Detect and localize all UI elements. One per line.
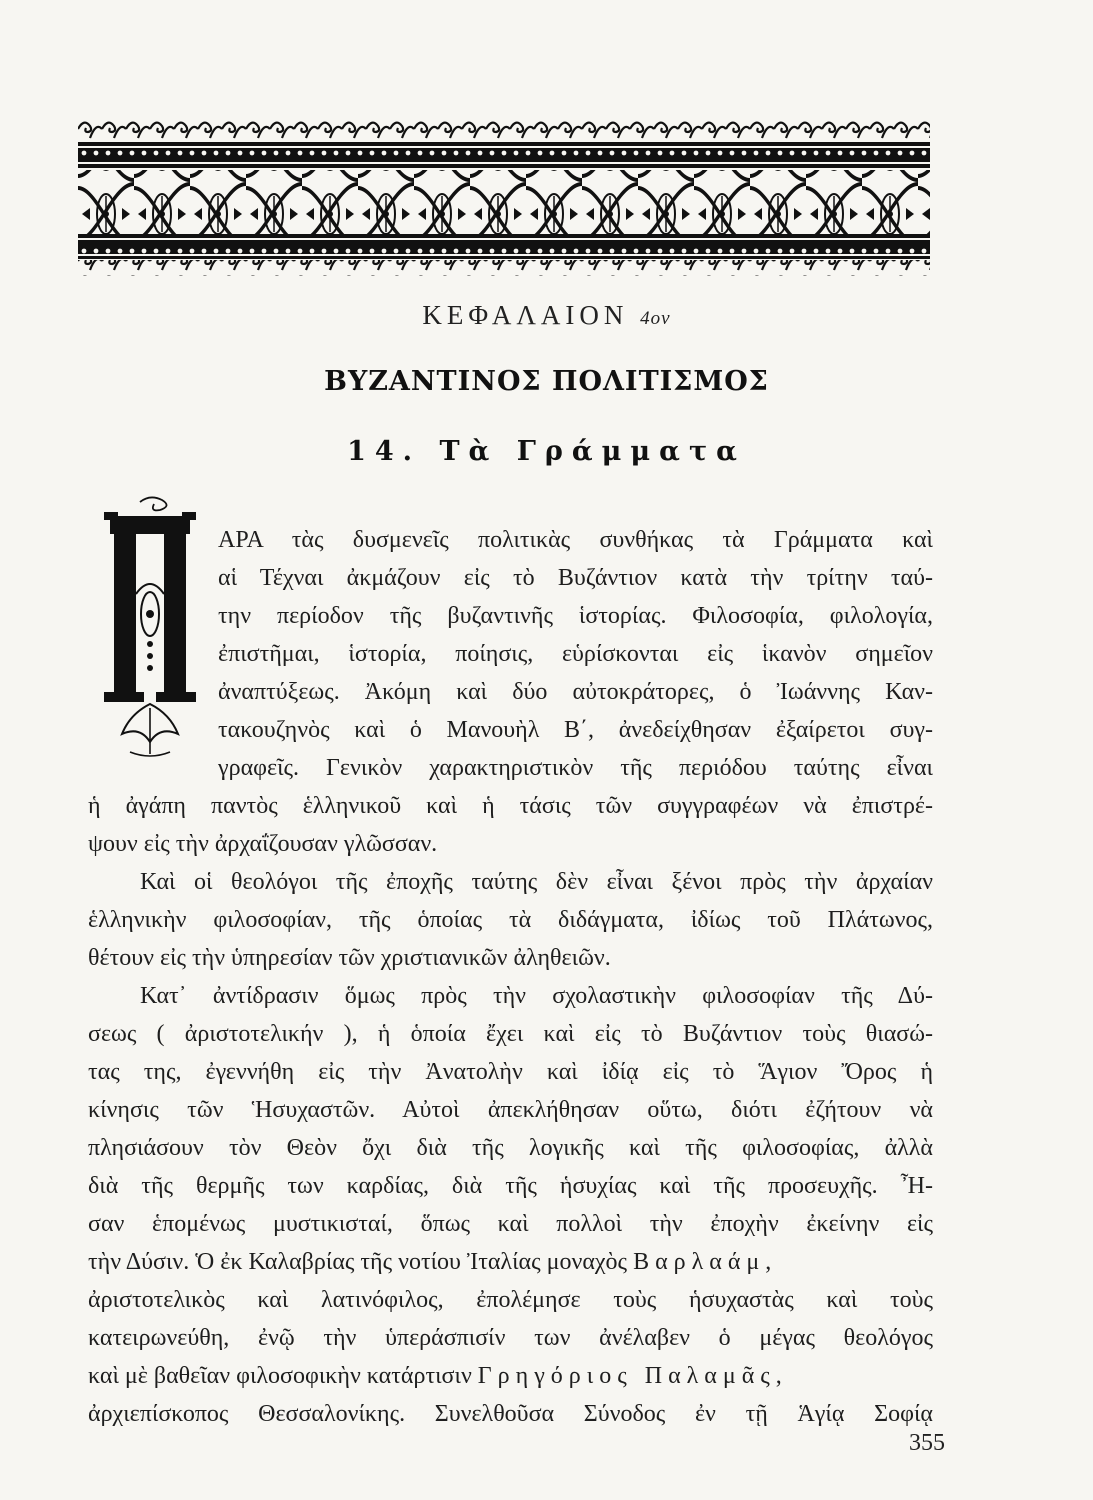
- text-line: την περίοδον τῆς βυζαντινῆς ἱστορίας. Φιλοσοφία, φιλολογία,: [218, 603, 933, 629]
- text-line: κίνησις τῶν Ἡσυχαστῶν. Αὐτοὶ ἀπεκλήθησαν οὕτω, διότι ἐζήτουν νὰ: [88, 1097, 933, 1123]
- dropcap-ornament: [100, 494, 200, 762]
- text-line: ἀρχιεπίσκοπος Θεσσαλονίκης. Συνελθοῦσα Σύνοδος ἐν τῇ Ἁγίᾳ Σοφίᾳ: [88, 1401, 933, 1427]
- text-line: γραφεῖς. Γενικὸν χαρακτηριστικὸν τῆς περιόδου ταύτης εἶναι: [218, 755, 933, 781]
- name-barlaam: Βαρλαάμ,: [633, 1249, 778, 1275]
- text-line: ἀριστοτελικὸς καὶ λατινόφιλος, ἐπολέμησε τοὺς ἡσυχαστὰς καὶ τοὺς: [88, 1287, 933, 1313]
- text-line: σεως ( ἀριστοτελικήν ), ἡ ὁποία ἔχει καὶ εἰς τὸ Βυζάντιον τοὺς θιασώ-: [88, 1021, 933, 1047]
- text-line: ἐπιστῆμαι, ἱστορία, ποίησις, εὑρίσκονται εἰς ἱκανὸν σημεῖον: [218, 641, 933, 667]
- text-line: [88, 1246, 933, 1278]
- text-line: ἀναπτύξεως. Ἀκόμη καὶ δύο αὐτοκράτορες, ὁ Ἰωάννης Καν-: [218, 679, 933, 705]
- name-gregorios: Γρηγόριος Παλαμᾶς,: [477, 1363, 788, 1389]
- text-line: σαν ἑπομένως μυστικισταί, ὅπως καὶ πολλοὶ τὴν ἐποχὴν ἐκείνην εἰς: [88, 1211, 933, 1237]
- text-line-part: καὶ μὲ βαθεῖαν φιλοσοφικὴν κατάρτισιν: [88, 1363, 472, 1389]
- text-line: ψουν εἰς τὴν ἀρχαΐζουσαν γλῶσσαν.: [88, 831, 438, 857]
- section-title: 14. Τὰ Γράμματα: [347, 436, 746, 467]
- text-line: αἱ Τέχναι ἀκμάζουν εἰς τὸ Βυζάντιον κατὰ τὴν τρίτην ταύ-: [218, 565, 933, 591]
- chapter-heading: [0, 300, 1093, 331]
- text-line: διὰ τῆς θερμῆς των καρδίας, διὰ τῆς ἡσυχίας καὶ τῆς προσευχῆς. Ἦ-: [88, 1173, 933, 1199]
- text-line: τακουζηνὸς καὶ ὁ Μανουὴλ Β΄, ἀνεδείχθησαν ἐξαίρετοι συγ-: [218, 717, 933, 743]
- chapter-number: 4ον: [640, 308, 671, 329]
- text-line: Καὶ οἱ θεολόγοι τῆς ἐποχῆς ταύτης δὲν εἶναι ξένοι πρὸς τὴν ἀρχαίαν: [140, 869, 933, 895]
- text-line: ἡ ἀγάπη παντὸς ἑλληνικοῦ καὶ ἡ τάσις τῶν συγγραφέων νὰ ἐπιστρέ-: [88, 793, 933, 819]
- dropcap-letter: Π: [149, 564, 151, 565]
- main-title: ΒΥΖΑΝΤΙΝΟΣ ΠΟΛΙΤΙΣΜΟΣ: [324, 366, 769, 397]
- text-line: Κατ᾽ ἀντίδρασιν ὅμως πρὸς τὴν σχολαστικὴν φιλοσοφίαν τῆς Δύ-: [140, 983, 933, 1009]
- text-line: [88, 1360, 933, 1392]
- text-line: τας της, ἐγεννήθη εἰς τὴν Ἀνατολὴν καὶ ἰδίᾳ εἰς τὸ Ἅγιον Ὄρος ἡ: [88, 1059, 933, 1085]
- text-line: κατειρωνεύθη, ἐνῷ τὴν ὑπεράσπισίν των ἀνέλαβεν ὁ μέγας θεολόγος: [88, 1325, 933, 1351]
- chapter-label: ΚΕΦΑΛΑΙΟΝ: [422, 300, 629, 330]
- text-line: πλησιάσουν τὸν Θεὸν ὄχι διὰ τῆς λογικῆς καὶ τῆς φιλοσοφίας, ἀλλὰ: [88, 1135, 933, 1161]
- text-line: ἑλληνικὴν φιλοσοφίαν, τῆς ὁποίας τὰ διδάγματα, ἰδίως τοῦ Πλάτωνος,: [88, 907, 933, 933]
- ornamental-header-band: [78, 118, 930, 276]
- text-line: θέτουν εἰς τὴν ὑπηρεσίαν τῶν χριστιανικῶν ἀληθειῶν.: [88, 945, 611, 971]
- text-line: ΑΡΑ τὰς δυσμενεῖς πολιτικὰς συνθήκας τὰ Γράμματα καὶ: [218, 527, 933, 553]
- page-number: 355: [909, 1430, 945, 1456]
- text-line-part: τὴν Δύσιν. Ὁ ἐκ Καλαβρίας τῆς νοτίου Ἰταλίας μοναχὸς: [88, 1249, 628, 1275]
